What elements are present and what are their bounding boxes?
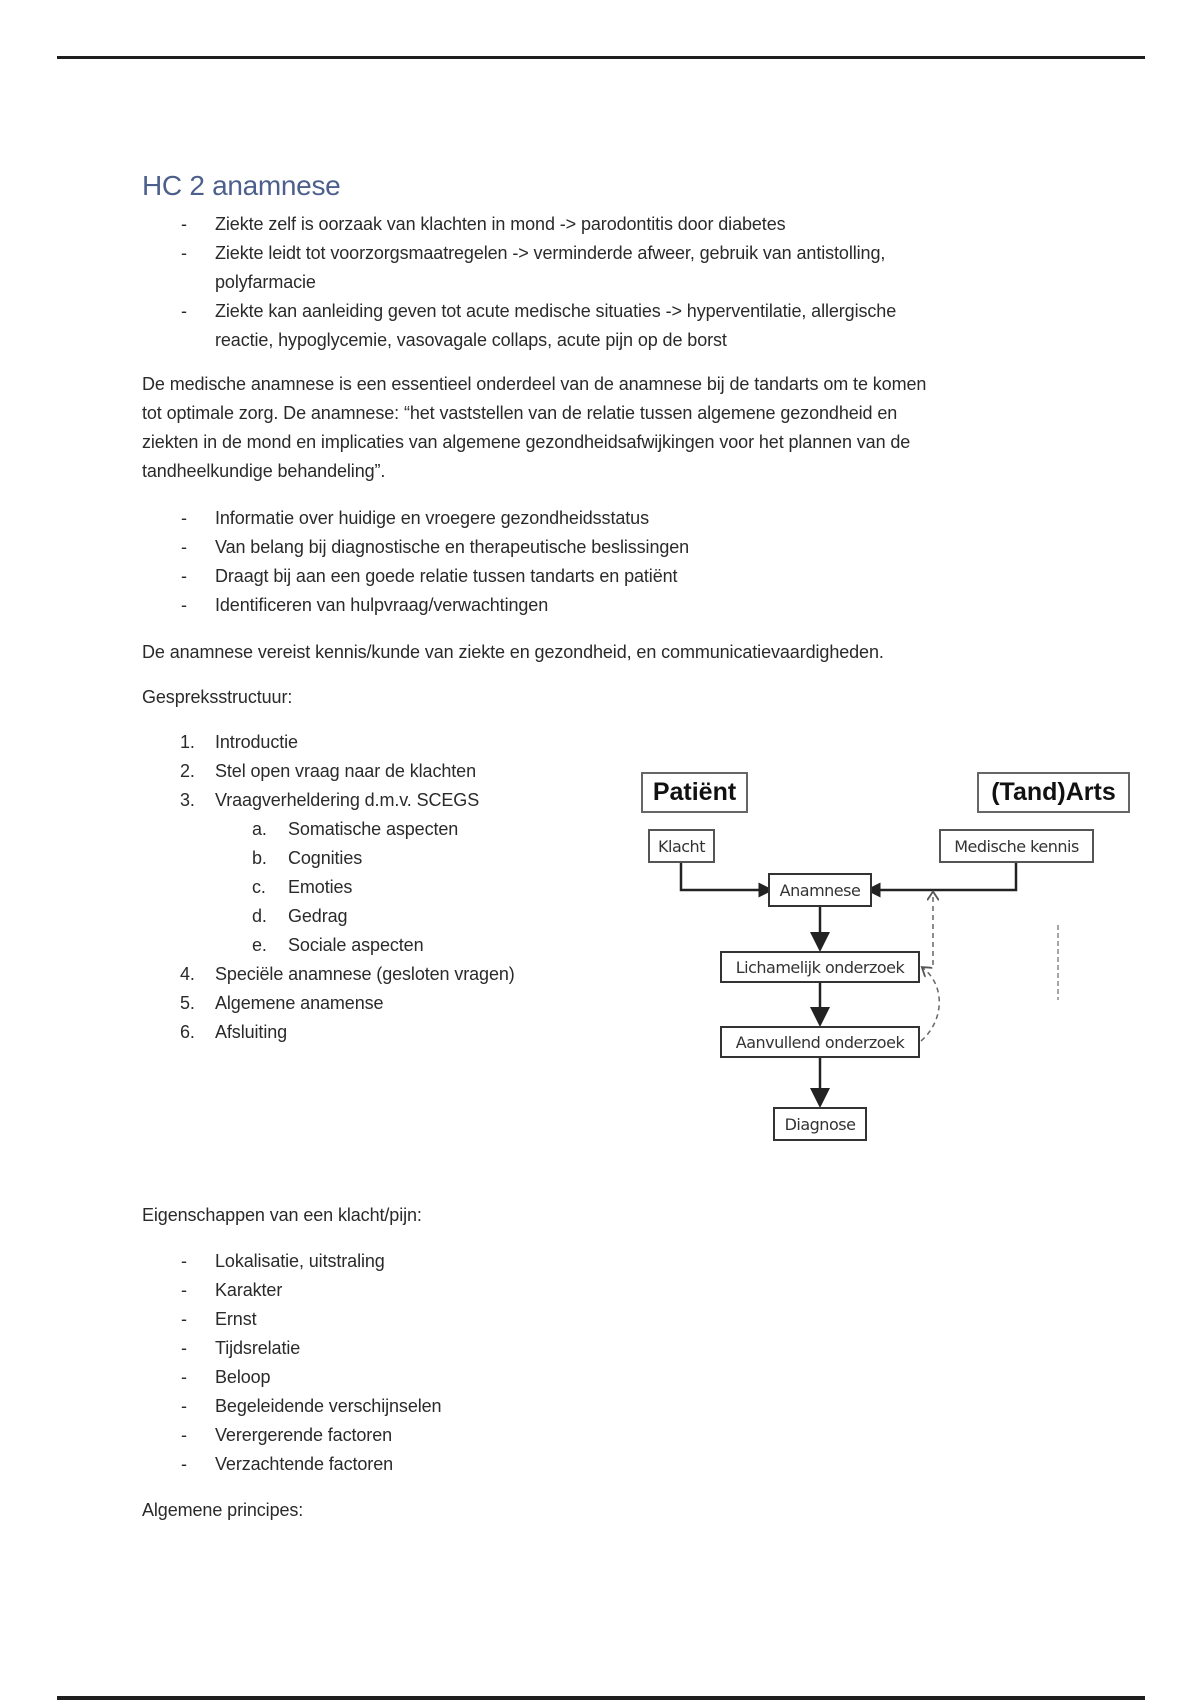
diagram-node-medische-kennis: Medische kennis <box>939 829 1094 863</box>
bullet-marker: - <box>181 1338 187 1358</box>
list-item: Afsluiting <box>215 1022 288 1042</box>
diagram-title-patient: Patiënt <box>641 772 748 813</box>
section-label-principles: Algemene principes: <box>142 1500 304 1520</box>
list-number: 2. <box>180 761 195 781</box>
sublist-letter: e. <box>252 935 267 955</box>
paragraph-line: tot optimale zorg. De anamnese: “het vaststellen van de relatie tussen algemene gezondheid en <box>142 403 898 423</box>
edge-feedback-aanvullend-lichamelijk <box>921 968 939 1041</box>
list-item: Ziekte leidt tot voorzorgsmaatregelen -> verminderde afweer, gebruik van antistolling, <box>215 243 886 263</box>
bullet-marker: - <box>181 566 187 586</box>
list-item: Algemene anamense <box>215 993 384 1013</box>
bullet-marker: - <box>181 1425 187 1445</box>
paragraph-line: De medische anamnese is een essentieel onderdeel van de anamnese bij de tandarts om te komen <box>142 374 927 394</box>
list-item-continuation: polyfarmacie <box>215 272 316 292</box>
diagram-node-klacht: Klacht <box>648 829 715 863</box>
list-number: 6. <box>180 1022 195 1042</box>
list-number: 5. <box>180 993 195 1013</box>
list-item: Verzachtende factoren <box>215 1454 394 1474</box>
list-item: Draagt bij aan een goede relatie tussen tandarts en patiënt <box>215 566 678 586</box>
paragraph-requirements: De anamnese vereist kennis/kunde van ziekte en gezondheid, en communicatievaardigheden. <box>142 642 884 662</box>
bullet-marker: - <box>181 595 187 615</box>
bullet-marker: - <box>181 537 187 557</box>
list-item: Informatie over huidige en vroegere gezondheidsstatus <box>215 508 649 528</box>
list-item: Begeleidende verschijnselen <box>215 1396 442 1416</box>
list-item: Karakter <box>215 1280 283 1300</box>
paragraph-line: tandheelkundige behandeling”. <box>142 461 386 481</box>
list-item: Identificeren van hulpvraag/verwachtingen <box>215 595 549 615</box>
list-number: 4. <box>180 964 195 984</box>
diagram-node-diagnose: Diagnose <box>773 1107 867 1141</box>
page-heading: HC 2 anamnese <box>142 170 341 201</box>
section-label-complaint: Eigenschappen van een klacht/pijn: <box>142 1205 422 1225</box>
list-item: Tijdsrelatie <box>215 1338 301 1358</box>
list-item: Van belang bij diagnostische en therapeutische beslissingen <box>215 537 690 557</box>
header-rule <box>57 56 1145 59</box>
sublist-item: Somatische aspecten <box>288 819 459 839</box>
list-item: Beloop <box>215 1367 271 1387</box>
edge-klacht-anamnese <box>681 862 766 890</box>
list-number: 1. <box>180 732 195 752</box>
sublist-item: Sociale aspecten <box>288 935 424 955</box>
list-item: Verergerende factoren <box>215 1425 393 1445</box>
bullet-marker: - <box>181 214 187 234</box>
paragraph-line: ziekten in de mond en implicaties van algemene gezondheidsafwijkingen voor het plannen van de <box>142 432 911 452</box>
list-number: 3. <box>180 790 195 810</box>
diagram-title-doctor: (Tand)Arts <box>977 772 1130 813</box>
bullet-marker: - <box>181 508 187 528</box>
bullet-marker: - <box>181 1367 187 1387</box>
list-item-continuation: reactie, hypoglycemie, vasovagale collaps, acute pijn op de borst <box>215 330 727 350</box>
diagram-node-anamnese: Anamnese <box>768 873 872 907</box>
bullet-marker: - <box>181 301 187 321</box>
sublist-letter: d. <box>252 906 267 926</box>
list-item: Introductie <box>215 732 298 752</box>
sublist-item: Emoties <box>288 877 353 897</box>
edge-kennis-anamnese <box>873 862 1016 890</box>
section-label-structure: Gespreksstructuur: <box>142 687 293 707</box>
list-item: Speciële anamnese (gesloten vragen) <box>215 964 515 984</box>
list-item: Stel open vraag naar de klachten <box>215 761 476 781</box>
bullet-marker: - <box>181 1454 187 1474</box>
bullet-marker: - <box>181 1251 187 1271</box>
list-item: Lokalisatie, uitstraling <box>215 1251 385 1271</box>
list-item: Vraagverheldering d.m.v. SCEGS <box>215 790 480 810</box>
sublist-item: Gedrag <box>288 906 348 926</box>
diagram-node-lichamelijk-onderzoek: Lichamelijk onderzoek <box>720 951 920 983</box>
sublist-letter: c. <box>252 877 266 897</box>
list-item: Ernst <box>215 1309 257 1329</box>
footer-rule <box>57 1696 1145 1700</box>
list-item: Ziekte zelf is oorzaak van klachten in mond -> parodontitis door diabetes <box>215 214 786 234</box>
sublist-letter: b. <box>252 848 267 868</box>
sublist-item: Cognities <box>288 848 363 868</box>
bullet-marker: - <box>181 1309 187 1329</box>
bullet-marker: - <box>181 1280 187 1300</box>
bullet-marker: - <box>181 1396 187 1416</box>
diagram-node-aanvullend-onderzoek: Aanvullend onderzoek <box>720 1026 920 1058</box>
list-item: Ziekte kan aanleiding geven tot acute medische situaties -> hyperventilatie, allergische <box>215 301 897 321</box>
sublist-letter: a. <box>252 819 267 839</box>
bullet-marker: - <box>181 243 187 263</box>
